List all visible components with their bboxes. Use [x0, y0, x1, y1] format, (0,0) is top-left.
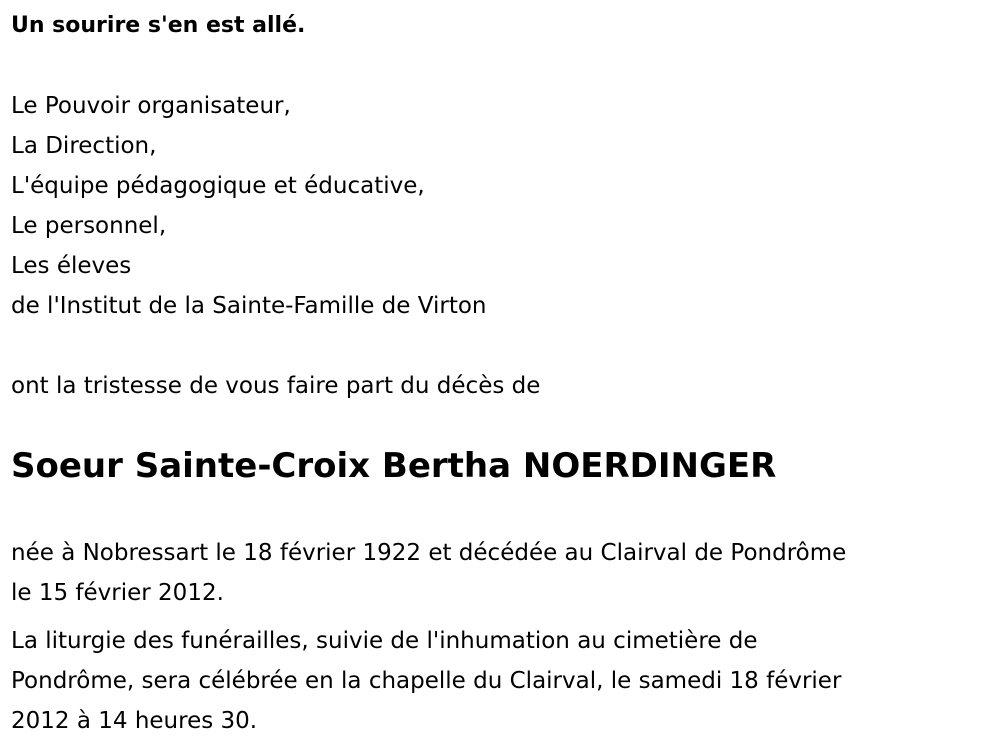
- birth-death-line: le 15 février 2012.: [11, 580, 224, 606]
- sender-line: Les éleves: [11, 253, 132, 279]
- sender-line: Le Pouvoir organisateur,: [11, 93, 291, 119]
- sender-line: La Direction,: [11, 133, 157, 159]
- funeral-line: 2012 à 14 heures 30.: [11, 708, 258, 734]
- funeral-line: La liturgie des funérailles, suivie de l'inhumation au cimetière de: [11, 628, 758, 654]
- announcement-text: ont la tristesse de vous faire part du décès de: [11, 373, 541, 399]
- sender-line: de l'Institut de la Sainte-Famille de Virton: [11, 293, 487, 319]
- sender-line: L'équipe pédagogique et éducative,: [11, 173, 425, 199]
- deceased-name: Soeur Sainte-Croix Bertha NOERDINGER: [11, 446, 777, 486]
- birth-death-line: née à Nobressart le 18 février 1922 et décédée au Clairval de Pondrôme: [11, 540, 847, 566]
- notice-heading: Un sourire s'en est allé.: [11, 13, 306, 38]
- funeral-line: Pondrôme, sera célébrée en la chapelle du Clairval, le samedi 18 février: [11, 668, 842, 694]
- sender-line: Le personnel,: [11, 213, 167, 239]
